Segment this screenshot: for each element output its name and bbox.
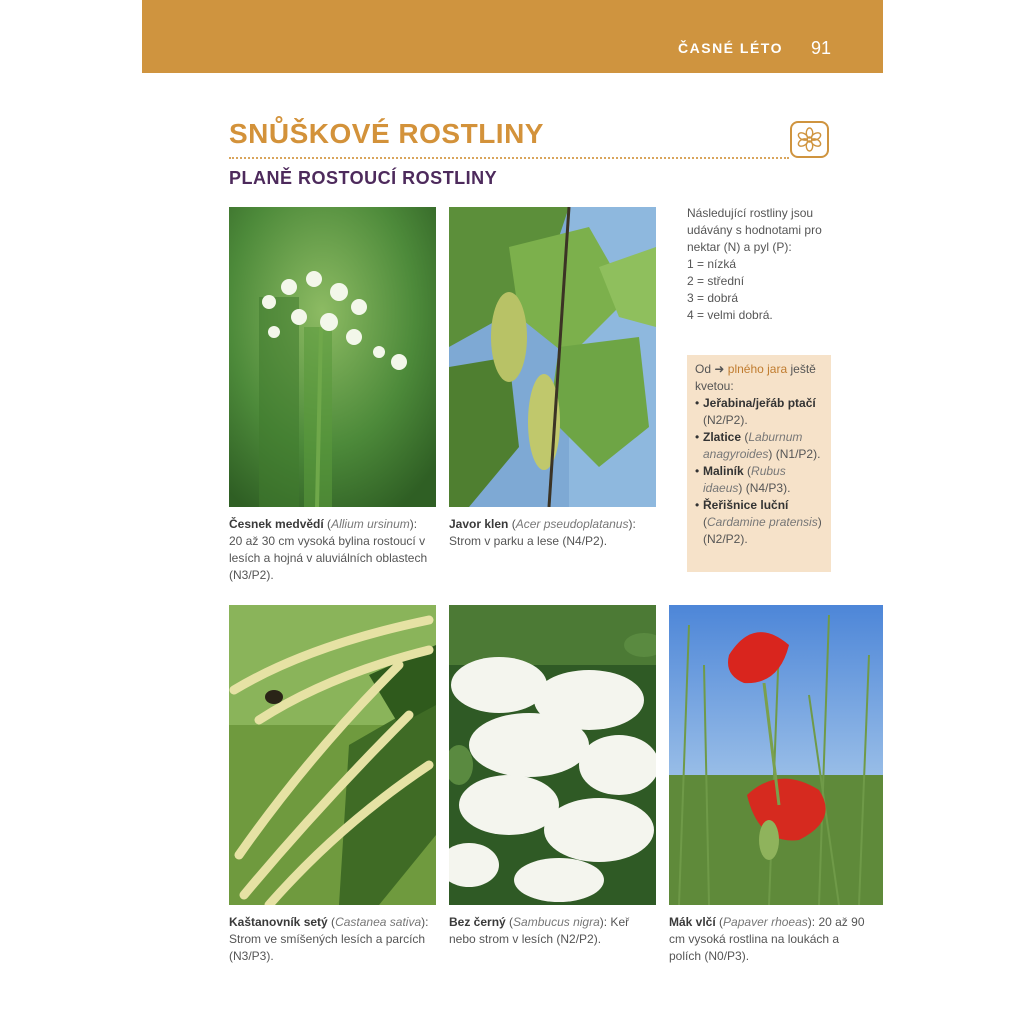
list-item: • Jeřabina/jeřáb ptačí (N2/P2). <box>695 395 823 429</box>
page-title: SNŮŠKOVÉ ROSTLINY <box>229 118 544 149</box>
photo-castanea-sativa <box>229 605 436 905</box>
photo-sambucus-nigra <box>449 605 656 905</box>
rating-legend-intro: Následující rostliny jsou udávány s hodnotami pro nektar (N) a pyl (P): <box>687 206 822 254</box>
list-item: • Zlatice (Laburnum anagyroides) (N1/P2). <box>695 429 823 463</box>
rating-level: 4 = velmi dobrá. <box>687 308 773 322</box>
caption-papaver-rhoeas: Mák vlčí (Papaver rhoeas): 20 až 90 cm vysoká rostlina na loukách a polích (N0/P3). <box>669 915 865 963</box>
photo-papaver-rhoeas <box>669 605 883 905</box>
rating-level: 3 = dobrá <box>687 291 739 305</box>
caption-sambucus-nigra: Bez černý (Sambucus nigra): Keř nebo strom v lesích (N2/P2). <box>449 915 630 946</box>
still-blooming-list <box>695 395 823 548</box>
caption-allium-ursinum: Česnek medvědí (Allium ursinum): 20 až 30 cm vysoká bylina rostoucí v lesích a hojná v aluviálních oblastech (N3/P2). <box>229 517 428 582</box>
rating-level: 2 = střední <box>687 274 745 288</box>
rating-legend <box>687 205 837 324</box>
header-band <box>142 0 883 73</box>
photo-acer-pseudoplatanus <box>449 207 656 507</box>
caption-acer-pseudoplatanus: Javor klen (Acer pseudoplatanus): Strom v parku a lese (N4/P2). <box>449 517 636 548</box>
title-divider <box>229 157 789 159</box>
page-number: 91 <box>810 38 831 58</box>
cross-reference-link[interactable]: plného jara <box>727 362 788 376</box>
arrow-right-icon: ➜ <box>714 362 725 376</box>
page-subtitle: PLANĚ ROSTOUCÍ ROSTLINY <box>229 168 498 188</box>
list-item: • Maliník (Rubus idaeus) (N4/P3). <box>695 463 823 497</box>
flower-icon <box>790 121 829 158</box>
still-blooming-box <box>687 355 831 572</box>
caption-castanea-sativa: Kaštanovník setý (Castanea sativa): Strom ve smíšených lesích a parcích (N3/P3). <box>229 915 429 963</box>
still-blooming-intro: Od ➜ plného jara ještě kvetou: <box>695 362 816 393</box>
list-item: • Řeřišnice luční (Cardamine pratensis) (N2/P2). <box>695 497 823 548</box>
photo-allium-ursinum <box>229 207 436 507</box>
rating-level: 1 = nízká <box>687 257 737 271</box>
section-title: ČASNÉ LÉTO <box>678 40 783 56</box>
